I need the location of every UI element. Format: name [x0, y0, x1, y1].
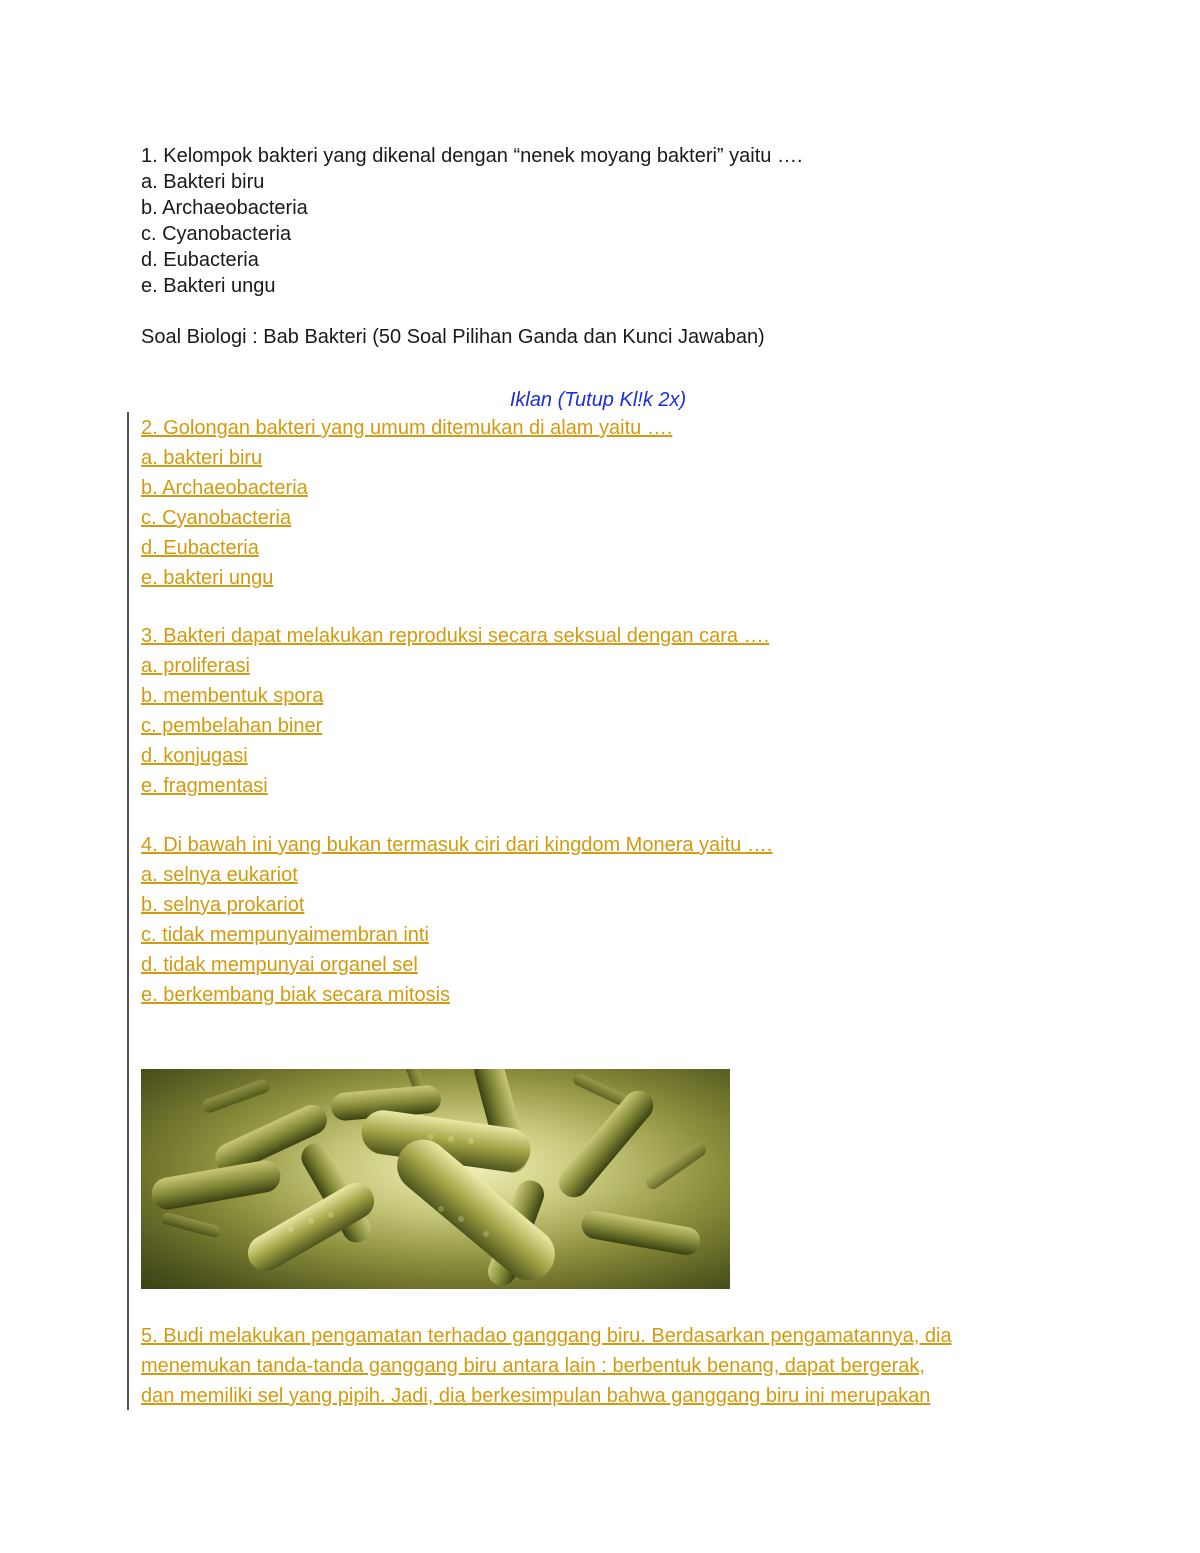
question-5-line-1[interactable]: 5. Budi melakukan pengamatan terhadao ganggang biru. Berdasarkan pengamatannya, dia: [141, 1325, 952, 1347]
question-3-option-e[interactable]: e. fragmentasi: [141, 775, 268, 797]
question-2-option-d[interactable]: d. Eubacteria: [141, 537, 259, 559]
left-margin-bar: [127, 412, 129, 1410]
question-4-option-b[interactable]: b. selnya prokariot: [141, 894, 305, 916]
page-title: Soal Biologi : Bab Bakteri (50 Soal Pilihan Ganda dan Kunci Jawaban): [141, 326, 765, 348]
question-3-option-c[interactable]: c. pembelahan biner: [141, 715, 323, 737]
question-1-option-b: b. Archaeobacteria: [141, 197, 308, 219]
question-2-text[interactable]: 2. Golongan bakteri yang umum ditemukan di alam yaitu ….: [141, 417, 673, 439]
question-5: [141, 1321, 1081, 1411]
ad-close-label[interactable]: [0, 386, 1200, 414]
question-1-option-d: d. Eubacteria: [141, 249, 259, 271]
question-4-option-d[interactable]: d. tidak mempunyai organel sel: [141, 954, 418, 976]
question-2-option-a[interactable]: a. bakteri biru: [141, 447, 263, 469]
question-1: [141, 143, 1081, 299]
question-1-option-a: a. Bakteri biru: [141, 171, 265, 193]
question-3-option-a[interactable]: a. proliferasi: [141, 655, 250, 677]
ad-label-text[interactable]: Iklan (Tutup Kl!k 2x): [509, 389, 687, 411]
question-4-option-e[interactable]: e. berkembang biak secara mitosis: [141, 984, 451, 1006]
bacteria-illustration: [141, 1069, 730, 1289]
question-4: [141, 830, 772, 1010]
question-2: [141, 413, 672, 593]
question-5-line-2[interactable]: menemukan tanda-tanda ganggang biru antara lain : berbentuk benang, dapat bergerak,: [141, 1355, 925, 1377]
question-1-text: 1. Kelompok bakteri yang dikenal dengan “nenek moyang bakteri” yaitu ….: [141, 145, 803, 167]
question-2-option-b[interactable]: b. Archaeobacteria: [141, 477, 308, 499]
question-4-option-a[interactable]: a. selnya eukariot: [141, 864, 298, 886]
question-3-option-d[interactable]: d. konjugasi: [141, 745, 248, 767]
question-3: [141, 621, 769, 801]
bacteria-image: [141, 1069, 730, 1289]
question-4-text[interactable]: 4. Di bawah ini yang bukan termasuk ciri dari kingdom Monera yaitu ….: [141, 834, 773, 856]
question-5-line-3[interactable]: dan memiliki sel yang pipih. Jadi, dia berkesimpulan bahwa ganggang biru ini merupakan: [141, 1385, 931, 1407]
question-2-option-e[interactable]: e. bakteri ungu: [141, 567, 274, 589]
question-1-option-c: c. Cyanobacteria: [141, 223, 292, 245]
question-3-text[interactable]: 3. Bakteri dapat melakukan reproduksi secara seksual dengan cara ….: [141, 625, 770, 647]
question-1-option-e: e. Bakteri ungu: [141, 275, 276, 297]
question-4-option-c[interactable]: c. tidak mempunyaimembran inti: [141, 924, 429, 946]
question-3-option-b[interactable]: b. membentuk spora: [141, 685, 324, 707]
question-2-option-c[interactable]: c. Cyanobacteria: [141, 507, 292, 529]
